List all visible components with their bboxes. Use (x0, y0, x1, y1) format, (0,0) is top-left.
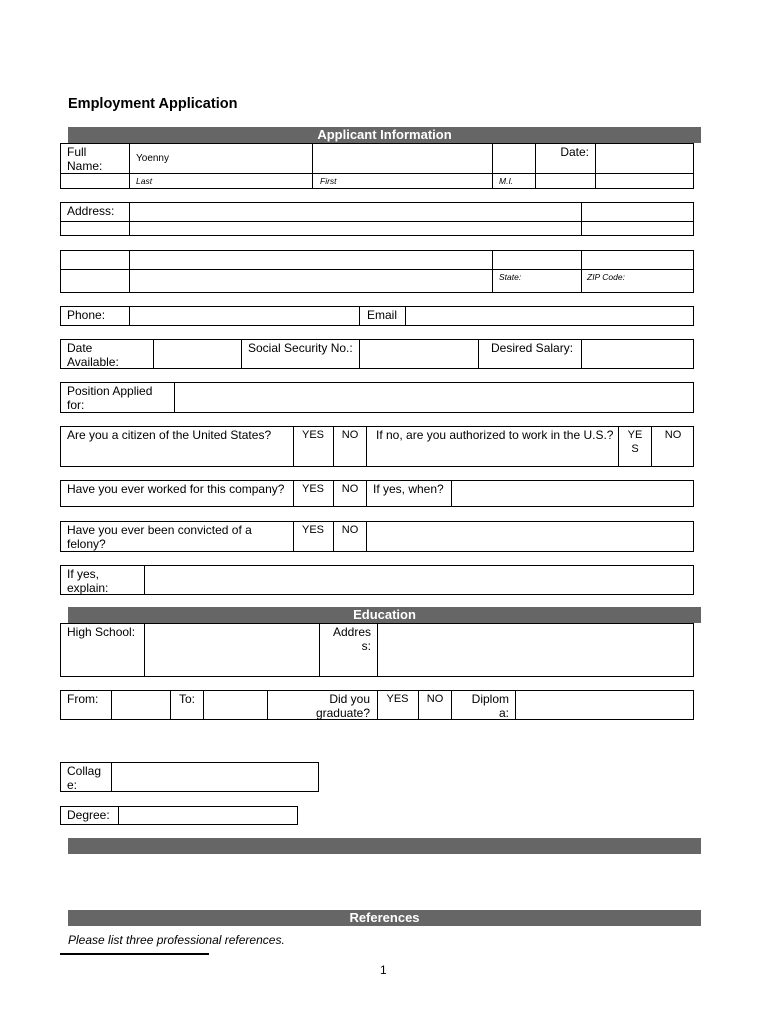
felony-question: Have you ever been convicted of a felony? (67, 523, 252, 551)
from-label: From: (67, 692, 99, 706)
last-sublabel: Last (136, 176, 153, 186)
worked-yes-checkbox[interactable]: YES (301, 483, 324, 495)
worked-no-checkbox[interactable]: NO (341, 483, 359, 495)
address-label: Address: (67, 204, 115, 218)
zip-code-field[interactable] (583, 252, 693, 267)
degree-field[interactable] (120, 808, 296, 823)
when-label: If yes, when? (373, 482, 444, 496)
references-instructions: Please list three professional references. (68, 933, 285, 947)
graduate-question: Did you graduate? (315, 692, 370, 720)
position-applied-field[interactable] (176, 384, 693, 411)
full-name-row (60, 143, 694, 189)
high-school-field[interactable] (146, 625, 317, 675)
high-school-label: High School: (67, 625, 136, 639)
citizen-no-checkbox[interactable]: NO (341, 429, 359, 441)
felony-no-checkbox[interactable]: NO (341, 524, 359, 536)
section-header-education: Education (68, 607, 701, 623)
position-applied-row (60, 382, 694, 413)
high-school-row (60, 623, 694, 677)
diploma-field[interactable] (517, 692, 693, 718)
graduate-no-checkbox[interactable]: NO (426, 693, 444, 705)
date-field[interactable] (597, 145, 693, 171)
email-label: Email (367, 308, 398, 322)
felony-row (60, 521, 694, 552)
ssn-field[interactable] (361, 341, 476, 367)
felony-yes-checkbox[interactable]: YES (301, 524, 324, 536)
authorized-no-checkbox[interactable]: NO (664, 429, 682, 441)
first-name-field[interactable] (314, 145, 490, 171)
middle-initial-field[interactable] (494, 145, 533, 171)
full-name-label: Full Name: (67, 145, 103, 173)
email-field[interactable] (407, 308, 693, 324)
to-field[interactable] (205, 692, 265, 718)
degree-label: Degree: (67, 808, 110, 822)
apartment-field[interactable] (583, 204, 693, 219)
authorized-question: If no, are you authorized to work in the U.S.? (376, 428, 614, 442)
to-label: To: (179, 692, 196, 706)
document-title: Employment Application (68, 96, 238, 112)
date-label: Date: (560, 145, 589, 159)
section-divider-bar (68, 838, 701, 854)
diploma-label: Diplom a: (471, 692, 509, 720)
desired-salary-label: Desired Salary: (491, 341, 574, 355)
felony-details-field[interactable] (368, 523, 693, 550)
explain-label: If yes, explain: (67, 567, 109, 595)
city-state-zip-row (60, 250, 694, 293)
college-row (60, 762, 319, 792)
date-available-label: Date Available: (67, 341, 119, 369)
zip-code-sublabel: ZIP Code: (587, 272, 625, 282)
dates-graduation-row (60, 690, 694, 720)
mi-sublabel: M.I. (499, 176, 514, 186)
phone-email-row (60, 306, 694, 326)
position-applied-label: Position Applied for: (67, 384, 153, 412)
citizen-yes-checkbox[interactable]: YES (301, 429, 324, 441)
state-sublabel: State: (499, 272, 522, 282)
from-field[interactable] (113, 692, 168, 718)
explain-row (60, 565, 694, 595)
city-field[interactable] (131, 252, 490, 267)
address-row (60, 202, 694, 236)
degree-row (60, 806, 298, 825)
availability-ssn-salary-row (60, 339, 694, 369)
page-number: 1 (380, 963, 387, 977)
citizenship-row (60, 426, 694, 467)
desired-salary-field[interactable] (583, 341, 693, 367)
worked-here-question: Have you ever worked for this company? (67, 482, 285, 496)
high-school-address-field[interactable] (379, 625, 693, 675)
street-address-field[interactable] (131, 204, 579, 219)
college-label: Collag e: (67, 764, 102, 792)
section-header-references: References (68, 910, 701, 926)
section-header-applicant-information: Applicant Information (68, 127, 701, 143)
citizen-question: Are you a citizen of the United States? (67, 428, 272, 442)
ssn-label: Social Security No.: (248, 341, 353, 355)
when-field[interactable] (453, 482, 693, 505)
state-field[interactable] (494, 252, 579, 267)
last-name-field[interactable]: Yoenny (136, 153, 169, 164)
phone-label: Phone: (67, 308, 106, 322)
high-school-address-label: Addres s: (332, 625, 371, 653)
footnote-separator-line (60, 953, 209, 955)
explain-field[interactable] (146, 567, 693, 593)
college-field[interactable] (113, 764, 317, 790)
phone-field[interactable] (131, 308, 357, 324)
previous-employment-row (60, 480, 694, 507)
authorized-yes-checkbox[interactable]: YE S (627, 429, 643, 455)
graduate-yes-checkbox[interactable]: YES (386, 693, 409, 705)
date-available-field[interactable] (155, 341, 239, 367)
first-sublabel: First (320, 176, 337, 186)
